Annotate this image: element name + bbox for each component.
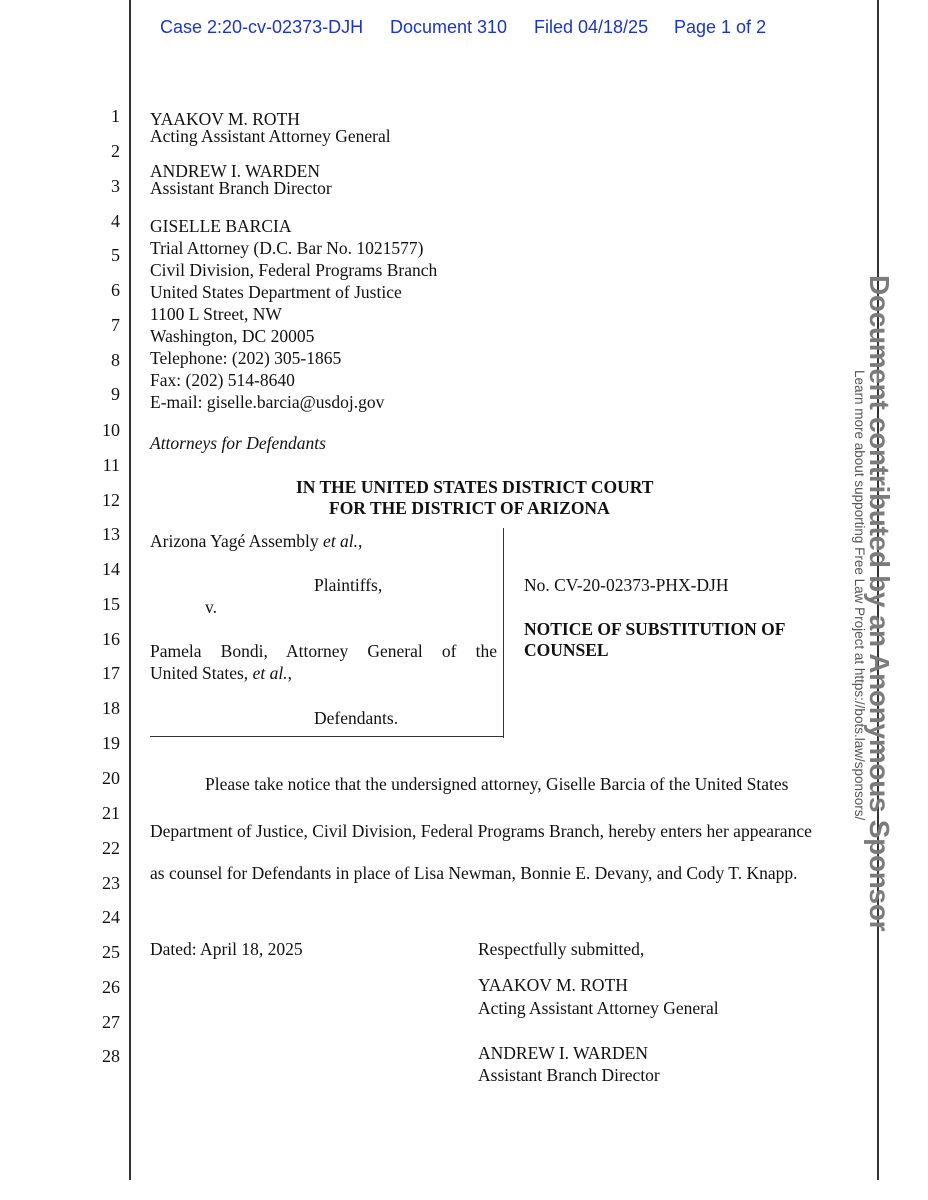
dated-line: Dated: April 18, 2025 [150, 939, 303, 959]
defendants-label: Defendants. [314, 708, 399, 728]
line-number: 26 [102, 977, 120, 997]
document-title-line1: NOTICE OF SUBSTITUTION OF [524, 619, 786, 639]
court-name: IN THE UNITED STATES DISTRICT COURT [296, 477, 654, 497]
ecf-header [0, 17, 928, 41]
defendant-name-line1: Pamela Bondi, Attorney General of the [150, 641, 497, 661]
caption-divider-horizontal [150, 736, 504, 737]
body-line: Please take notice that the undersigned attorney, Giselle Barcia of the United States [205, 774, 789, 794]
signatory-name: ANDREW I. WARDEN [478, 1043, 648, 1063]
respectfully-submitted: Respectfully submitted, [478, 939, 645, 959]
counsel-line: United States Department of Justice [150, 282, 402, 302]
signatory-name: YAAKOV M. ROTH [478, 975, 628, 995]
line-number: 20 [102, 768, 120, 788]
line-number: 15 [102, 594, 120, 614]
line-number: 4 [111, 211, 120, 231]
attorneys-for-label: Attorneys for Defendants [150, 433, 326, 453]
line-number: 11 [102, 455, 120, 475]
document-title-line2: COUNSEL [524, 640, 609, 660]
header-document-number: Document 310 [390, 17, 508, 37]
line-number: 17 [102, 663, 120, 683]
line-number: 12 [102, 490, 120, 510]
line-number: 18 [102, 698, 120, 718]
counsel-line: Fax: (202) 514-8640 [150, 370, 295, 390]
counsel-line: Washington, DC 20005 [150, 326, 315, 346]
line-number: 24 [102, 907, 120, 927]
line-number: 10 [102, 420, 120, 440]
line-number: 1 [111, 106, 120, 126]
counsel-line: Trial Attorney (D.C. Bar No. 1021577) [150, 238, 424, 258]
signatory-title: Assistant Branch Director [478, 1065, 660, 1085]
line-number: 7 [111, 315, 120, 335]
sponsor-watermark: Document contributed by an Anonymous Sponsor [864, 275, 895, 932]
sponsor-link[interactable]: Learn more about supporting Free Law Project at https://bots.law/sponsors/ [852, 370, 867, 821]
counsel-line: Telephone: (202) 305-1865 [150, 348, 342, 368]
line-number: 13 [102, 524, 120, 544]
line-number: 27 [102, 1012, 120, 1032]
line-number: 21 [102, 803, 120, 823]
counsel-line: ANDREW I. WARDEN [150, 161, 320, 181]
header-page-count: Page 1 of 2 [674, 17, 767, 37]
line-number: 23 [102, 873, 120, 893]
header-case-number: Case 2:20-cv-02373-DJH [160, 17, 364, 37]
header-filed-date: Filed 04/18/25 [534, 17, 649, 37]
body-line: Department of Justice, Civil Division, Federal Programs Branch, hereby enters her appearance [150, 821, 812, 841]
counsel-line: YAAKOV M. ROTH [150, 109, 300, 129]
counsel-line: E-mail: giselle.barcia@usdoj.gov [150, 392, 385, 412]
line-number: 6 [111, 280, 120, 300]
line-number: 2 [111, 141, 120, 161]
line-number: 14 [102, 559, 120, 579]
line-number: 22 [102, 838, 120, 858]
signatory-title: Acting Assistant Attorney General [478, 998, 719, 1018]
line-number: 19 [102, 733, 120, 753]
plaintiffs-label: Plaintiffs, [314, 575, 383, 595]
line-number: 8 [111, 350, 120, 370]
line-number: 3 [111, 176, 120, 196]
left-margin-rule [129, 0, 131, 1180]
line-number: 16 [102, 629, 120, 649]
line-number: 5 [111, 245, 120, 265]
line-number: 25 [102, 942, 120, 962]
body-line: as counsel for Defendants in place of Lisa Newman, Bonnie E. Devany, and Cody T. Knapp. [150, 863, 798, 883]
versus-label: v. [205, 597, 217, 617]
caption-divider-vertical [503, 528, 504, 738]
counsel-line: Civil Division, Federal Programs Branch [150, 260, 438, 280]
court-district: FOR THE DISTRICT OF ARIZONA [329, 498, 610, 518]
counsel-line: GISELLE BARCIA [150, 216, 292, 236]
counsel-line: Assistant Branch Director [150, 178, 332, 198]
counsel-line: 1100 L Street, NW [150, 304, 282, 324]
counsel-line: Acting Assistant Attorney General [150, 126, 391, 146]
line-number: 9 [111, 384, 120, 404]
line-number: 28 [102, 1046, 120, 1066]
plaintiff-name: Arizona Yagé Assembly et al., [150, 531, 363, 551]
case-number: No. CV-20-02373-PHX-DJH [524, 575, 729, 595]
defendant-name-line2: United States, et al., [150, 663, 292, 683]
